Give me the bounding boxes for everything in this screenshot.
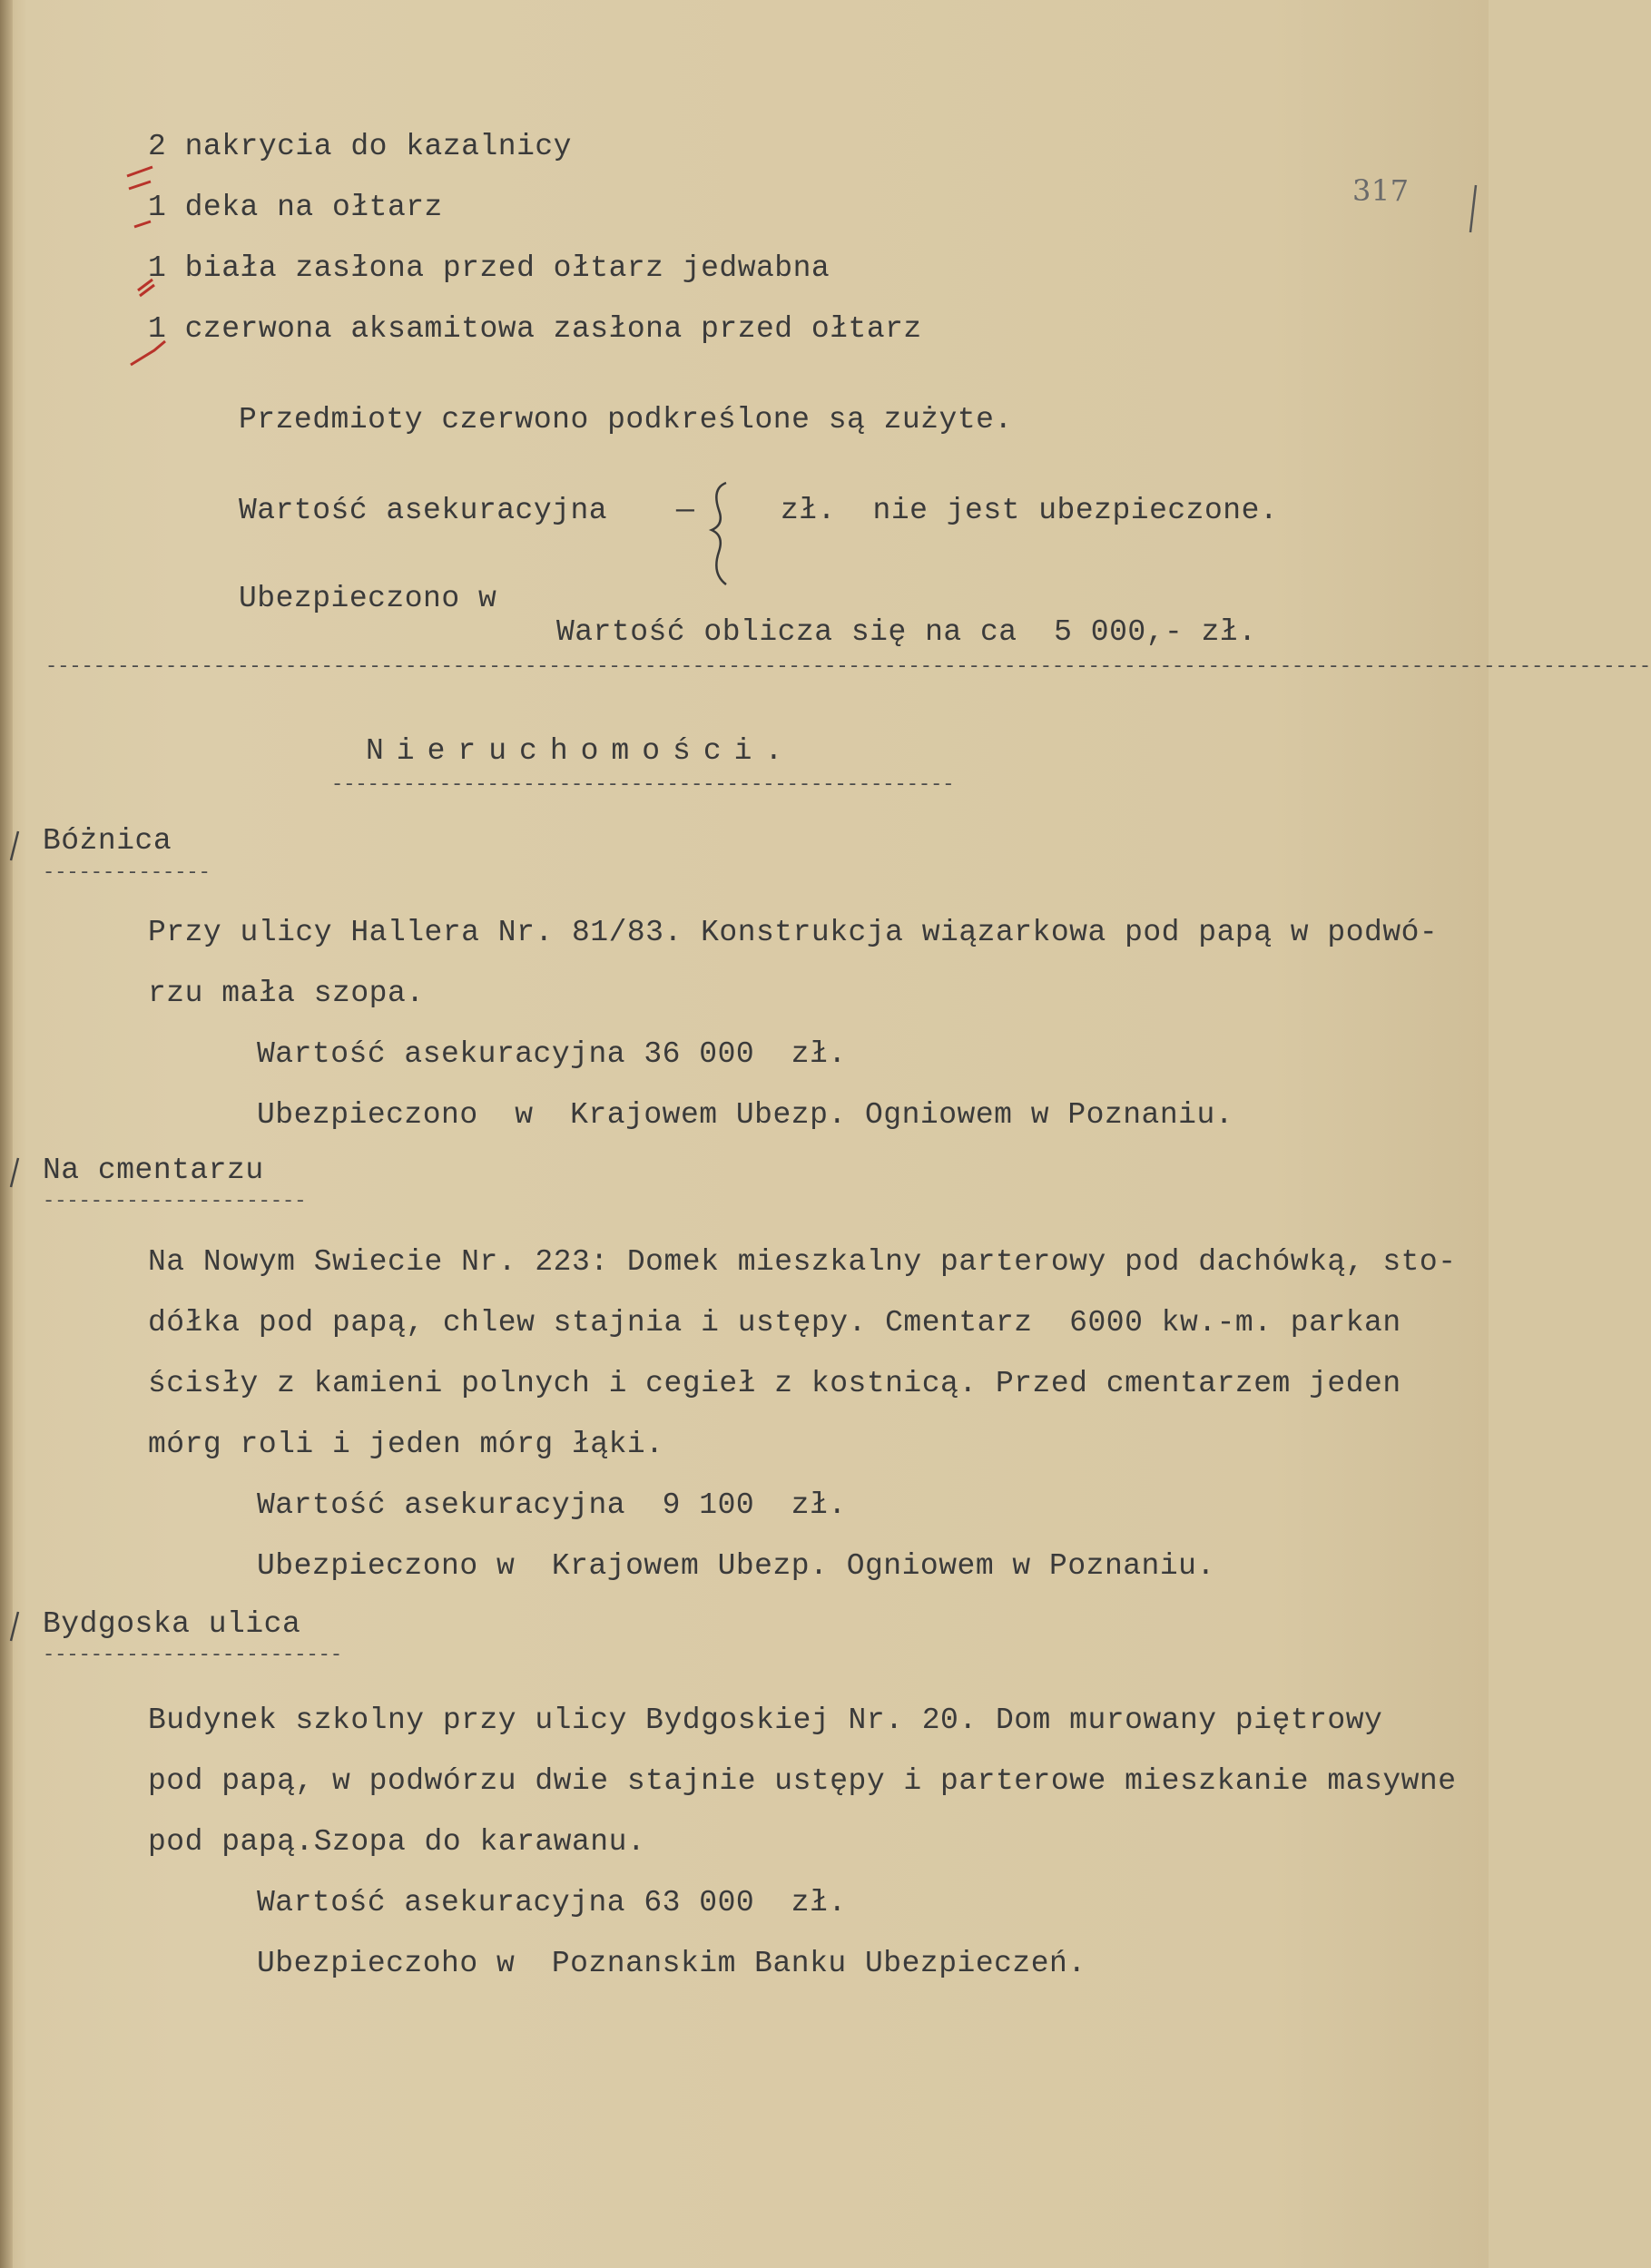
red-check-marks xyxy=(118,163,172,372)
cmentarz-wartosc: Wartość asekuracyjna 9 100 zł. xyxy=(257,1488,847,1522)
heading-underline: -------------- xyxy=(43,861,211,884)
bydgoska-wartosc: Wartość asekuracyjna 63 000 zł. xyxy=(257,1886,847,1919)
heading-underline: ------------------------- xyxy=(43,1644,343,1666)
section-title-underline: ---------------------------------------------------- xyxy=(331,773,955,796)
margin-tick xyxy=(7,1154,22,1191)
boznica-line-1: Przy ulicy Hallera Nr. 81/83. Konstrukcja wiązarkowa pod papą w podwó- xyxy=(148,916,1439,949)
brace-dash: — xyxy=(676,494,695,527)
paper-left-edge xyxy=(0,0,13,2268)
bydgoska-line-1: Budynek szkolny przy ulicy Bydgoskiej Nr. 20. Dom murowany piętrowy xyxy=(148,1703,1383,1737)
wartosc-label: Wartość asekuracyjna xyxy=(239,494,608,527)
margin-tick xyxy=(7,828,22,864)
header-line-2: 1 deka na ołtarz xyxy=(148,191,443,224)
header-line-1: 2 nakrycia do kazalnicy xyxy=(148,130,572,163)
heading-bydgoska-ulica: Bydgoska ulica xyxy=(43,1607,301,1641)
cmentarz-ubezpieczono: Ubezpieczono w Krajowem Ubezp. Ogniowem w Poznaniu. xyxy=(257,1549,1215,1583)
zl-text: zł. nie jest ubezpieczone. xyxy=(781,494,1279,527)
margin-tick xyxy=(7,1608,22,1645)
bydgoska-line-2: pod papą, w podwórzu dwie stajnie ustępy i parterowe mieszkanie masywne xyxy=(148,1764,1457,1798)
bydgoska-line-3: pod papą.Szopa do karawanu. xyxy=(148,1825,646,1859)
boznica-line-2: rzu mała szopa. xyxy=(148,977,425,1010)
heading-boznica: Bóżnica xyxy=(43,824,172,858)
cmentarz-line-3: ścisły z kamieni polnych i cegieł z kostnicą. Przed cmentarzem jeden xyxy=(148,1367,1401,1400)
heading-underline: ---------------------- xyxy=(43,1190,307,1213)
header-line-3: 1 biała zasłona przed ołtarz jedwabna xyxy=(148,251,830,285)
page-number: 317 xyxy=(1352,173,1410,208)
ubezpieczono-label: Ubezpieczono w xyxy=(239,582,497,615)
boznica-wartosc: Wartość asekuracyjna 36 000 zł. xyxy=(257,1037,847,1071)
heading-na-cmentarzu: Na cmentarzu xyxy=(43,1154,264,1187)
header-line-4: 1 czerwona aksamitowa zasłona przed ołtarz xyxy=(148,312,922,346)
boznica-ubezpieczono: Ubezpieczono w Krajowem Ubezp. Ogniowem w Poznaniu. xyxy=(257,1098,1234,1132)
margin-bracket xyxy=(1463,182,1481,236)
curly-brace xyxy=(699,479,744,588)
cmentarz-line-1: Na Nowym Swiecie Nr. 223: Domek mieszkalny parterowy pod dachówką, sto- xyxy=(148,1245,1457,1279)
cmentarz-line-2: dółka pod papą, chlew stajnia i ustępy. Cmentarz 6000 kw.-m. parkan xyxy=(148,1306,1401,1340)
total-value-line: Wartość oblicza się na ca 5 000,- zł. xyxy=(556,615,1257,649)
bydgoska-ubezpieczono: Ubezpieczoho w Poznanskim Banku Ubezpieczeń. xyxy=(257,1947,1086,1980)
section-title: Nieruchomości. xyxy=(366,734,796,768)
note-line: Przedmioty czerwono podkreślone są zużyte. xyxy=(239,403,1013,437)
divider-line: -------------------------------------------------------------------------------------------------------------------------------------- xyxy=(45,655,1651,678)
cmentarz-line-4: mórg roli i jeden mórg łąki. xyxy=(148,1428,664,1461)
